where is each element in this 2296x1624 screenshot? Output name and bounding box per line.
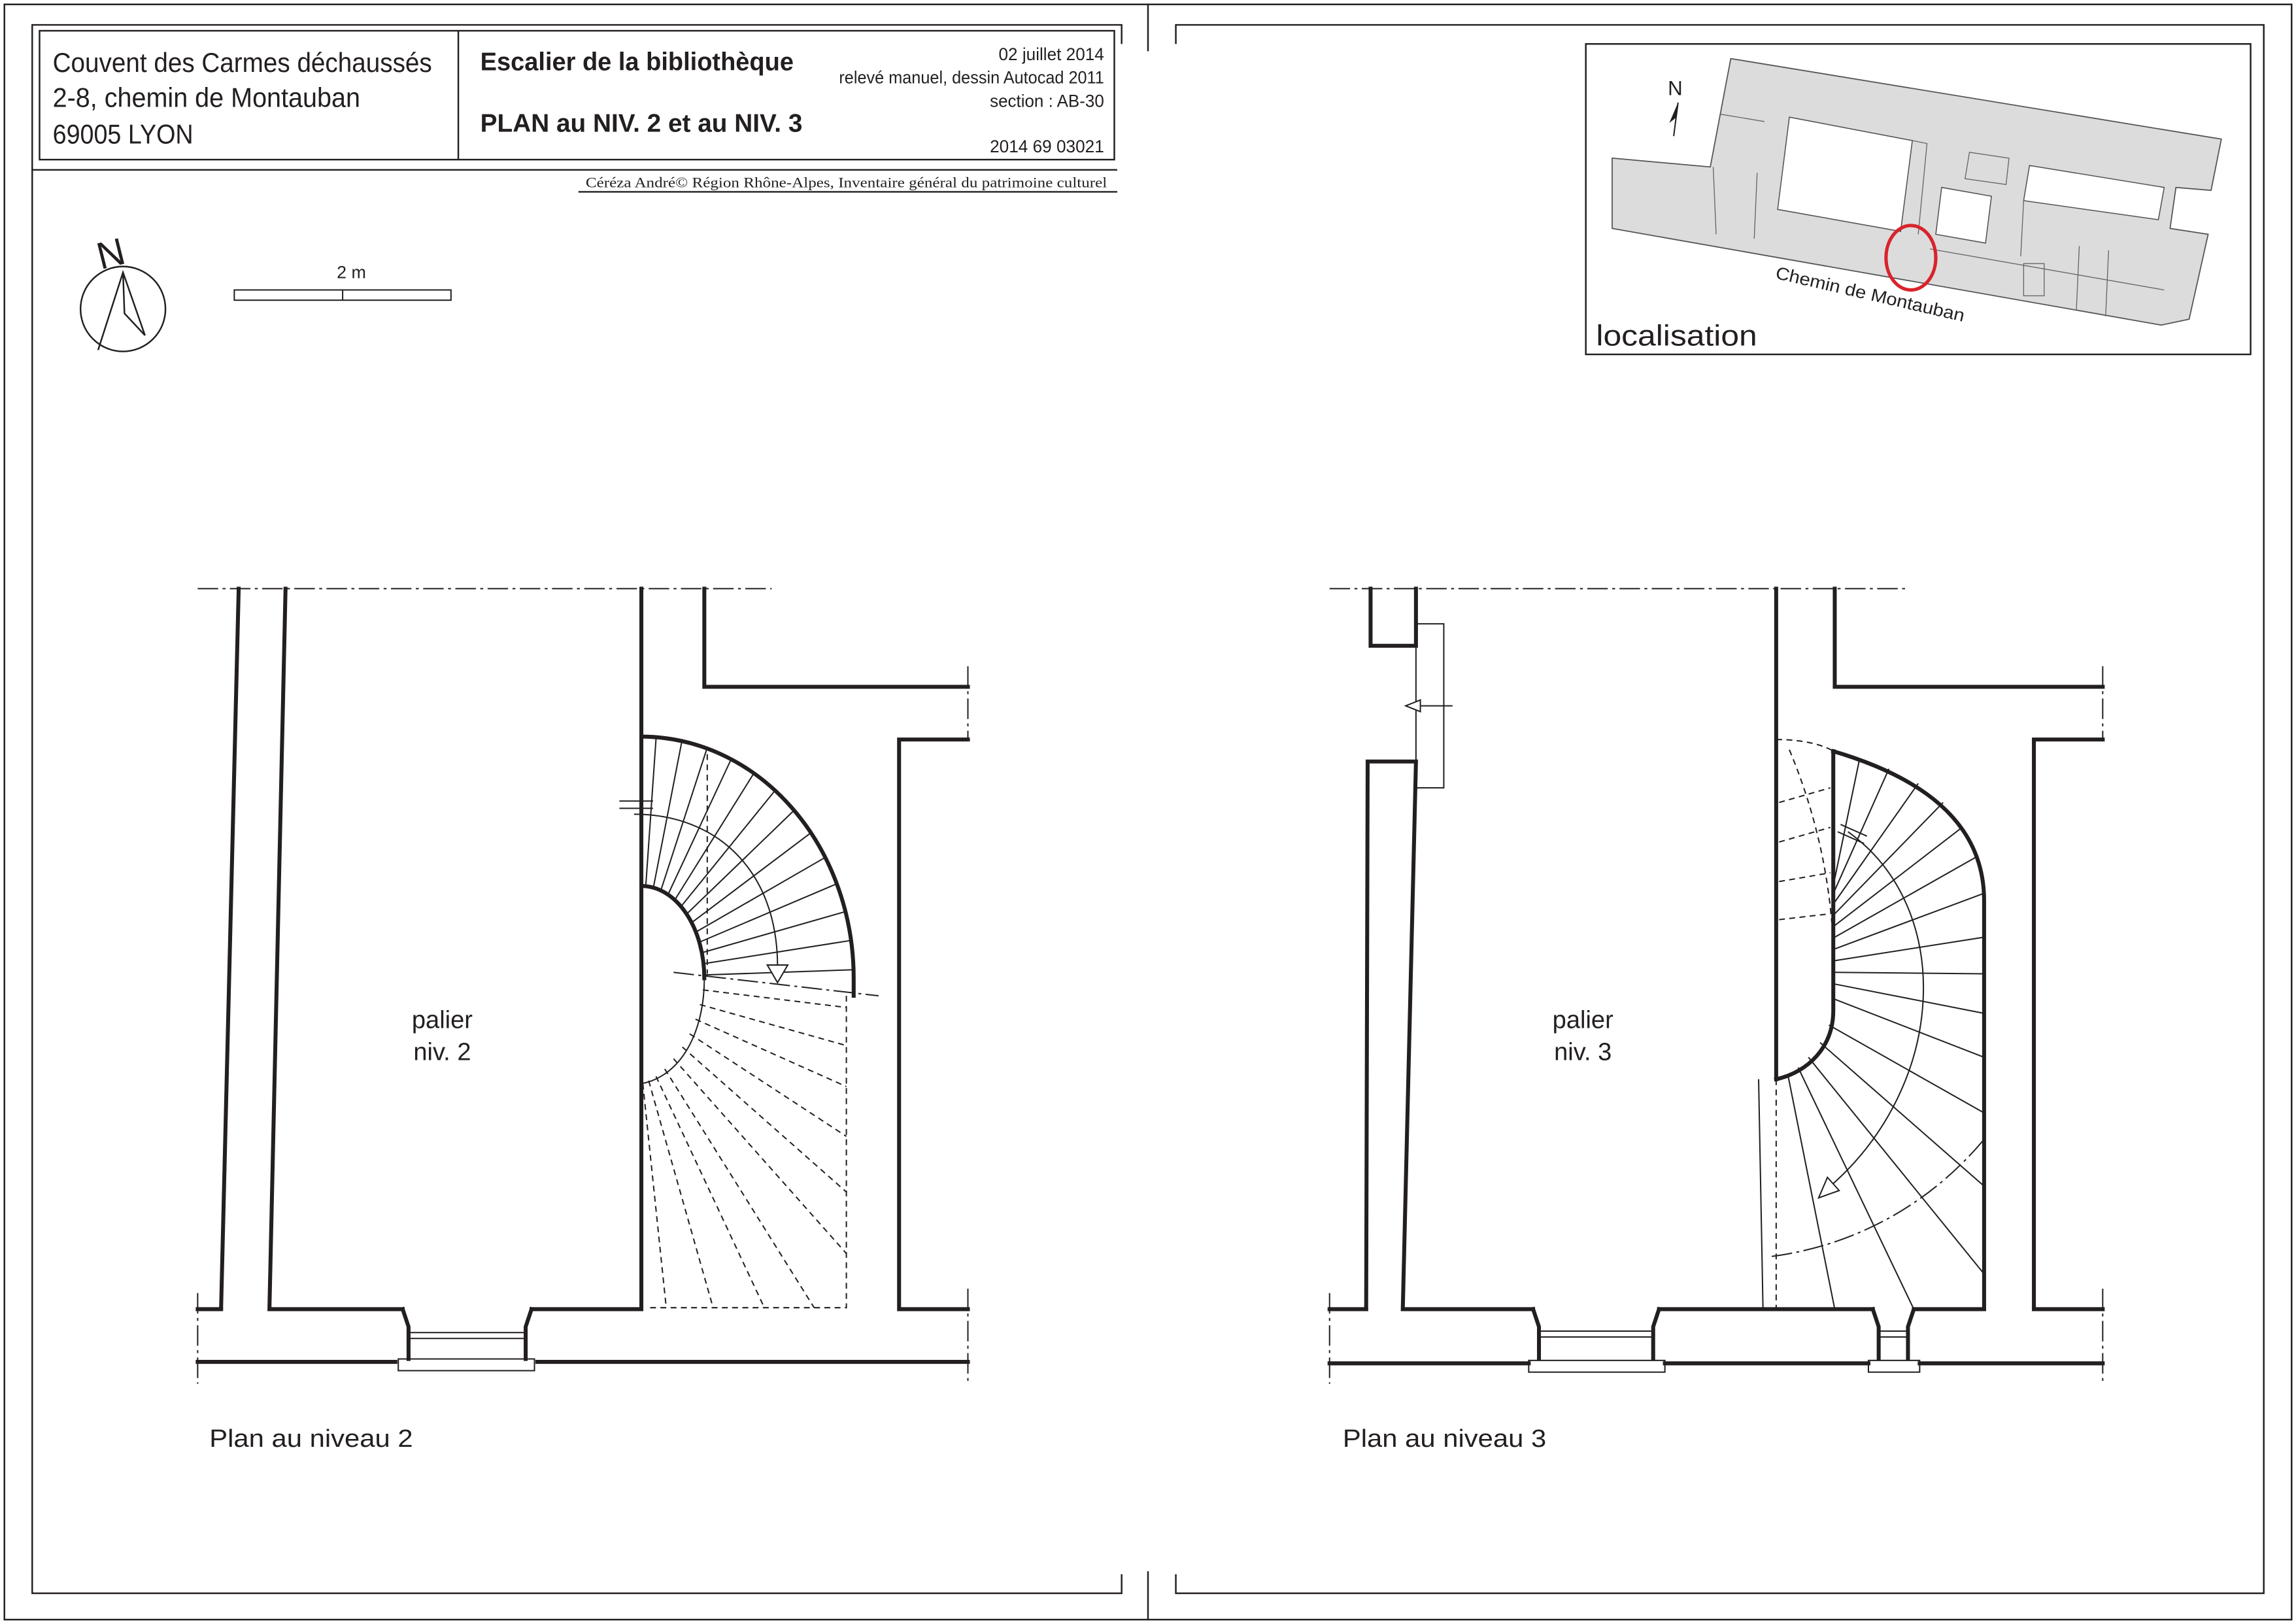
north-arrow-icon	[80, 230, 165, 352]
window-opening	[1868, 1309, 1919, 1372]
stair-tread	[686, 811, 794, 915]
stair-tread	[649, 1081, 713, 1308]
scale-bar	[234, 263, 450, 301]
window-jamb	[1873, 1309, 1879, 1359]
section-code: section : AB-30	[990, 91, 1104, 111]
stair-hidden-edge	[1776, 739, 1833, 751]
north-arrow-label: N	[92, 229, 129, 279]
side-window-arrow-icon	[1406, 700, 1420, 712]
stair-tread	[1834, 802, 1943, 913]
window-opening	[1528, 1309, 1664, 1372]
title-block	[32, 31, 1117, 192]
window-frame	[1879, 1331, 1908, 1337]
address-line-1: Couvent des Carmes déchaussés	[52, 46, 432, 78]
landing-label: palier	[411, 1006, 473, 1034]
stair-tread	[665, 1069, 814, 1308]
localisation-title: localisation	[1596, 319, 1757, 352]
left-panel-frame	[32, 25, 1121, 1593]
stair-tread	[673, 1058, 846, 1253]
drawing-subtitle: PLAN au NIV. 2 et au NIV. 3	[480, 109, 803, 138]
plan-caption: Plan au niveau 2	[209, 1425, 413, 1453]
plan-level-3	[1330, 588, 2103, 1453]
window-jamb	[403, 1309, 409, 1359]
stair-treads-above-cut	[646, 737, 854, 975]
survey-method: relevé manuel, dessin Autocad 2011	[839, 67, 1104, 88]
wall-line	[1366, 762, 1533, 1310]
courtyard-inner	[1936, 188, 1991, 243]
street-label: Chemin de Montauban	[1774, 263, 1951, 322]
window-jamb	[1653, 1309, 1659, 1359]
wall-line	[899, 739, 968, 1309]
north-arrow-pointer	[98, 273, 145, 350]
spiral-staircase	[1759, 739, 1984, 1309]
level-label: niv. 2	[413, 1038, 471, 1066]
stair-newel-below	[641, 978, 704, 1083]
landing-label: palier	[1552, 1006, 1613, 1034]
stair-tread	[661, 749, 707, 890]
wall-line	[1834, 588, 2102, 686]
localisation-north-icon	[1668, 77, 1683, 137]
stair-tread	[700, 1005, 847, 1046]
direction-arrow-icon	[768, 965, 788, 983]
localisation-north-head	[1669, 103, 1678, 123]
wall-line	[269, 588, 403, 1309]
window-frame	[1539, 1331, 1653, 1337]
stair-tread	[1829, 1025, 1984, 1113]
stair-newel	[641, 886, 704, 978]
stair-outer-wall	[1833, 751, 1984, 1309]
address-line-3: 69005 LYON	[52, 118, 194, 150]
stair-tread	[1798, 1068, 1914, 1310]
wall-line	[532, 588, 641, 1309]
stair-hidden-edge	[1789, 750, 1832, 922]
spiral-staircase	[619, 737, 878, 1308]
stair-tread	[653, 741, 682, 887]
window-jamb	[1533, 1309, 1539, 1359]
wall-line	[221, 588, 239, 1308]
stair-treads	[1788, 758, 1984, 1309]
address-line-2: 2-8, chemin de Montauban	[52, 82, 360, 113]
wall-line	[2034, 739, 2102, 1309]
stair-tread	[1834, 972, 1984, 973]
drawing-date: 02 juillet 2014	[998, 44, 1104, 64]
stair-tread	[643, 1083, 666, 1308]
stair-tread	[1834, 769, 1889, 890]
drawing-title: Escalier de la bibliothèque	[480, 48, 794, 76]
window-jamb	[1908, 1309, 1914, 1359]
window-jamb	[526, 1309, 532, 1359]
window-sill	[398, 1359, 534, 1371]
plan-caption: Plan au niveau 3	[1342, 1425, 1547, 1453]
wall-line	[704, 588, 968, 686]
scale-bar-label: 2 m	[337, 262, 366, 282]
stair-hidden-edge	[1779, 788, 1830, 920]
stair-tread	[1834, 856, 1976, 937]
stair-tread	[656, 1076, 764, 1308]
walls	[1330, 588, 2103, 1363]
reference-number: 2014 69 03021	[990, 136, 1104, 156]
stair-tread	[703, 990, 847, 1007]
stair-tread	[692, 833, 811, 923]
wall-line	[1370, 588, 1415, 645]
stair-tread	[1834, 758, 1859, 879]
window-frame	[409, 1332, 526, 1338]
stair-tread	[696, 857, 825, 932]
localisation-inset	[1586, 44, 2251, 354]
window-sill	[1528, 1361, 1664, 1372]
level-label: niv. 3	[1554, 1038, 1612, 1066]
stair-tread	[1834, 783, 1918, 902]
walking-line	[1831, 832, 1923, 1186]
stair-tread	[668, 759, 732, 894]
axis-lines	[1330, 588, 2103, 1383]
window-opening	[398, 1309, 534, 1370]
localisation-north-label: N	[1668, 76, 1683, 100]
window-sill	[1868, 1361, 1919, 1372]
stair-edge	[1759, 1079, 1763, 1310]
copyright-credit: Céréza André© Région Rhône-Alpes, Inventaire général du patrimoine culturel	[585, 174, 1107, 191]
plan-level-2	[197, 588, 968, 1453]
stair-treads-below-cut	[643, 990, 846, 1308]
stair-tread	[646, 737, 656, 887]
stair-tread	[1834, 984, 1984, 1013]
stair-newel	[1776, 751, 1833, 1079]
stair-tread	[1833, 999, 1984, 1058]
handrail-mark	[619, 801, 653, 808]
stair-tread	[690, 1034, 847, 1136]
